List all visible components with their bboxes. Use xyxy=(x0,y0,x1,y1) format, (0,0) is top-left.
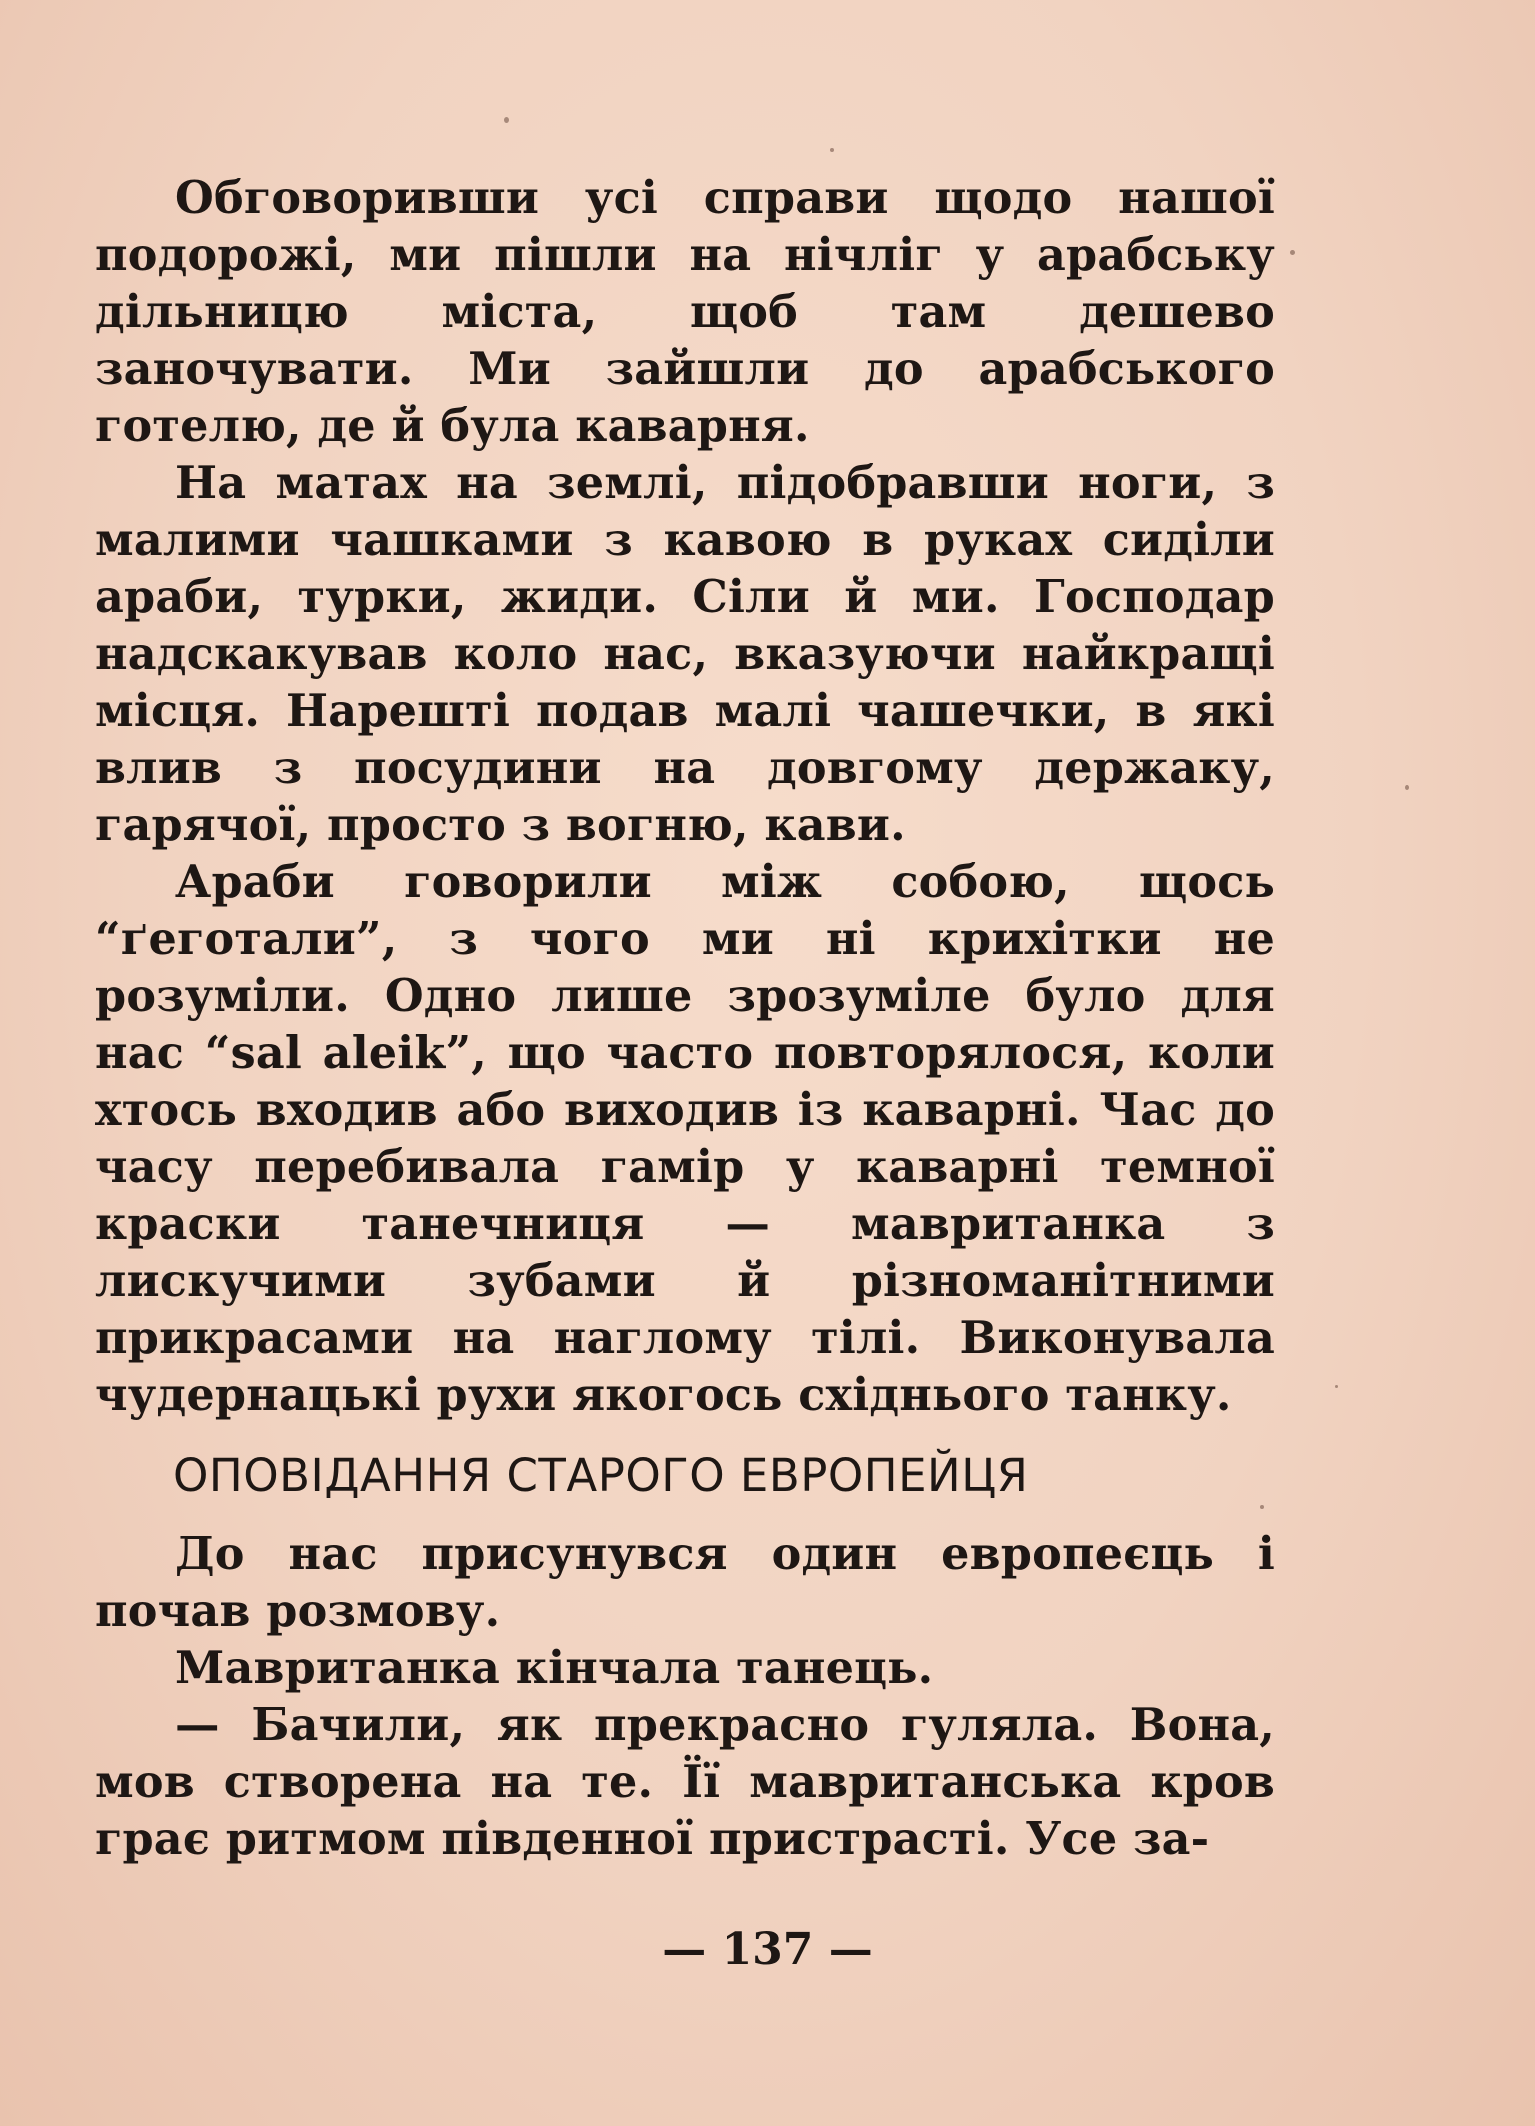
paper-speck xyxy=(1405,785,1409,790)
paragraph-3: Араби говорили між собою, щось “ґеготали”, з чого ми ні крихітки не розуміли. Одно лише зрозуміле було для нас “sal aleik”, що часто повторялося, коли хтось входив або виходив із каварні. Час до часу перебивала гамір у каварні темної краски танечниця — мавританка з лискучими зубами й різноманітними прикрасами на наглому тілі. Виконувала чудернацькі рухи якогось східнього танку. xyxy=(95,856,1275,1421)
paper-speck xyxy=(1335,1385,1338,1388)
body-text xyxy=(95,170,1275,1868)
paragraph-2: На матах на землі, підобравши ноги, з малими чашками з кавою в руках сиділи араби, турки, жиди. Сіли й ми. Господар надскакував коло нас, вказуючи найкращі місця. Нарешті подав малі чашечки, в які влив з посудини на довгому держаку, гарячої, просто з вогню, кави. xyxy=(95,457,1275,851)
paragraph-1: Обговоривши усі справи щодо нашої подорожі, ми пішли на нічліг у арабську дільницю міста, щоб там дешево заночувати. Ми зайшли до арабського готелю, де й була каварня. xyxy=(95,172,1275,452)
page-number: — 137 — xyxy=(662,1924,873,1975)
paper-speck xyxy=(1290,250,1295,255)
paper-speck xyxy=(504,117,509,123)
paper-speck xyxy=(830,148,834,152)
section-heading: ОПОВІДАННЯ СТАРОГО ЕВРОПЕЙЦЯ xyxy=(173,1449,1029,1502)
paragraph-6: — Бачили, як прекрасно гуляла. Вона, мов створена на те. Її мавританська кров грає ритмом південної пристрасті. Усе за- xyxy=(95,1699,1275,1865)
paragraph-5: Мавританка кінчала танець. xyxy=(175,1642,934,1694)
paragraph-4: До нас присунувся один европеєць і почав розмову. xyxy=(95,1528,1275,1637)
